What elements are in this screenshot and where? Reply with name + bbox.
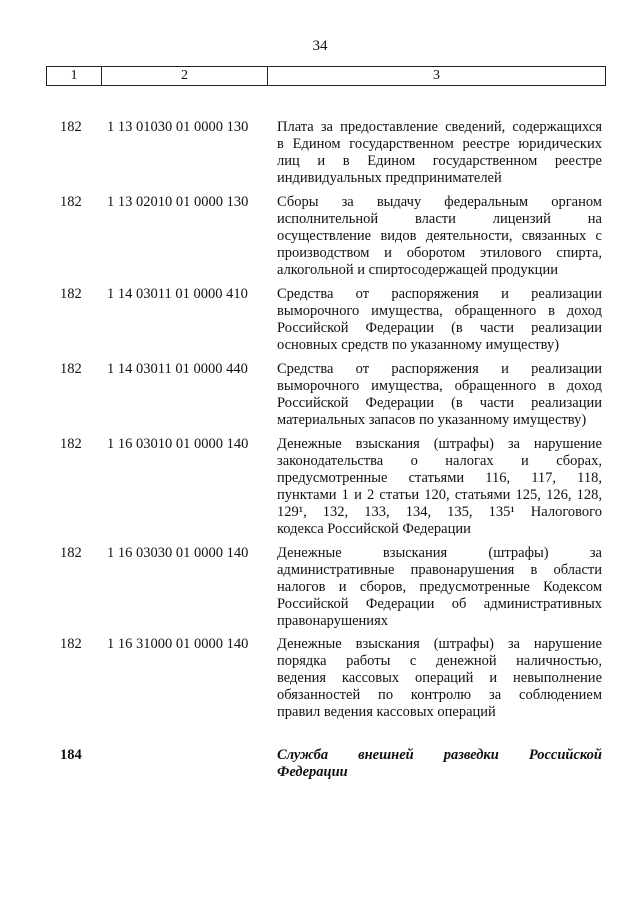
admin-code: 182 bbox=[60, 361, 82, 377]
budget-code: 1 13 01030 01 0000 130 bbox=[107, 119, 249, 135]
description-line: выморочного имущества, обращенного в доход bbox=[277, 303, 602, 319]
description-line: правил ведения кассовых операций bbox=[277, 704, 496, 720]
description-line: порядка работы с денежной наличностью, bbox=[277, 653, 602, 669]
description-line: обязанностей по контролю за соблюдением bbox=[277, 687, 602, 703]
column-header-table bbox=[46, 66, 606, 86]
description-line: лиц и в Едином государственном реестре bbox=[277, 153, 602, 169]
description-line: алкогольной и спиртосодержащей продукции bbox=[277, 262, 558, 278]
budget-code: 1 16 03030 01 0000 140 bbox=[107, 545, 249, 561]
description-line: 129¹, 132, 133, 134, 135, 135¹ Налогового bbox=[277, 504, 602, 520]
admin-code: 182 bbox=[60, 119, 82, 135]
section-title-line: Служба внешней разведки Российской bbox=[277, 747, 602, 763]
description-line: Российской Федерации об административных bbox=[277, 596, 602, 612]
row-description bbox=[277, 119, 602, 187]
description-line: в Едином государственном реестре юридических bbox=[277, 136, 602, 152]
row-description bbox=[277, 636, 602, 721]
budget-code: 1 16 03010 01 0000 140 bbox=[107, 436, 249, 452]
admin-code: 182 bbox=[60, 436, 82, 452]
row-description bbox=[277, 286, 602, 354]
section-title-line: Федерации bbox=[277, 764, 348, 780]
description-line: материальных запасов по указанному имуществу) bbox=[277, 412, 587, 428]
description-line: пунктами 1 и 2 статьи 120, статьями 125, 126, 128, bbox=[277, 487, 602, 503]
description-line: административные правонарушения в области bbox=[277, 562, 602, 578]
column-header-2: 2 bbox=[102, 67, 268, 86]
budget-code: 1 13 02010 01 0000 130 bbox=[107, 194, 249, 210]
column-header-1: 1 bbox=[47, 67, 102, 86]
budget-code: 1 14 03011 01 0000 440 bbox=[107, 361, 248, 377]
description-line: Сборы за выдачу федеральным органом bbox=[277, 194, 602, 210]
budget-code: 1 16 31000 01 0000 140 bbox=[107, 636, 249, 652]
description-line: налогов и сборов, предусмотренные Кодексом bbox=[277, 579, 602, 595]
description-line: осуществление видов деятельности, связанных с bbox=[277, 228, 602, 244]
description-line: Средства от распоряжения и реализации bbox=[277, 361, 602, 377]
description-line: законодательства о налогах и сборах, bbox=[277, 453, 602, 469]
row-description bbox=[277, 436, 602, 538]
description-line: производством и оборотом этилового спирта, bbox=[277, 245, 602, 261]
column-header-3: 3 bbox=[268, 67, 606, 86]
page-number: 34 bbox=[312, 38, 328, 54]
description-line: основных средств по указанному имуществу) bbox=[277, 337, 560, 353]
description-line: правонарушениях bbox=[277, 613, 388, 629]
description-line: ведения кассовых операций и невыполнение bbox=[277, 670, 602, 686]
description-line: Российской Федерации (в части реализации bbox=[277, 320, 602, 336]
section-title bbox=[277, 747, 602, 781]
admin-code: 182 bbox=[60, 194, 82, 210]
budget-code: 1 14 03011 01 0000 410 bbox=[107, 286, 248, 302]
description-line: выморочного имущества, обращенного в доход bbox=[277, 378, 602, 394]
row-description bbox=[277, 361, 602, 429]
description-line: Российской Федерации (в части реализации bbox=[277, 395, 602, 411]
row-description bbox=[277, 194, 602, 279]
section-admin-code: 184 bbox=[60, 747, 82, 763]
description-line: Плата за предоставление сведений, содержащихся bbox=[277, 119, 602, 135]
admin-code: 182 bbox=[60, 545, 82, 561]
description-line: предусмотренные статьями 116, 117, 118, bbox=[277, 470, 602, 486]
admin-code: 182 bbox=[60, 636, 82, 652]
description-line: Денежные взыскания (штрафы) за нарушение bbox=[277, 436, 602, 452]
description-line: кодекса Российской Федерации bbox=[277, 521, 471, 537]
description-line: индивидуальных предпринимателей bbox=[277, 170, 502, 186]
description-line: Средства от распоряжения и реализации bbox=[277, 286, 602, 302]
description-line: исполнительной власти лицензий на bbox=[277, 211, 602, 227]
row-description bbox=[277, 545, 602, 630]
description-line: Денежные взыскания (штрафы) за bbox=[277, 545, 602, 561]
admin-code: 182 bbox=[60, 286, 82, 302]
description-line: Денежные взыскания (штрафы) за нарушение bbox=[277, 636, 602, 652]
